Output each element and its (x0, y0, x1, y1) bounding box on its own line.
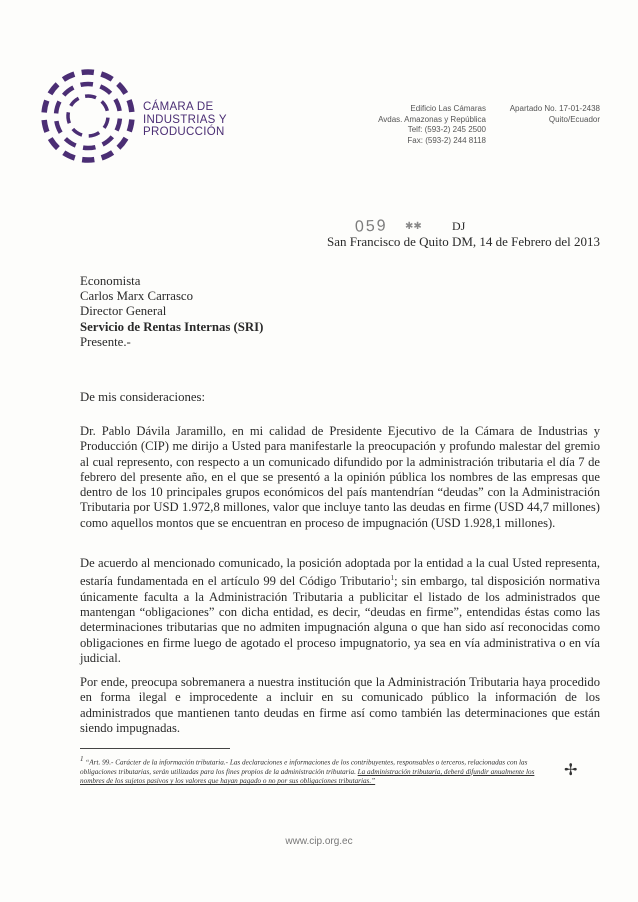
logo-ring-segment (68, 112, 69, 123)
department-code: DJ (452, 219, 466, 233)
po-box-line: Apartado No. 17-01-2438 (509, 104, 600, 113)
recipient-title: Economista (80, 274, 141, 288)
logo-ring-segment (129, 120, 132, 132)
po-box-block (496, 104, 600, 125)
footnote-underlined-text: La administración tributaria, deberá difundir anualmente los nombres de los sujetos pasivos y los valores que hayan pagado o no por sus obligaciones tributarias.” (80, 767, 535, 786)
paragraph-2-text-a: De acuerdo al mencionado comunicado, la posición adoptada por la entidad a la cual Usted representa, estaría fundamentada en el artículo 99 del Código Tributario (80, 556, 600, 589)
address-line: Edificio Las Cámaras (410, 104, 486, 113)
greeting: De mis consideraciones: (80, 390, 206, 404)
logo-ring-segment (81, 84, 93, 85)
logo-ring-segment (65, 139, 75, 146)
logo-ring-segment (71, 98, 79, 106)
logo-ring-segment (101, 74, 112, 79)
logo-ring-segment (100, 86, 110, 93)
org-name-line2: INDUSTRIAS Y (143, 113, 227, 126)
footnote (80, 755, 550, 787)
logo-ring-segment (64, 153, 75, 158)
org-name-line3: PRODUCCIÓN (143, 126, 225, 138)
footnote-divider (80, 748, 230, 749)
reference-number-stamp: 059 (354, 217, 388, 236)
logo-ring-segment (56, 102, 59, 114)
logo-ring-segment (103, 137, 113, 145)
handwritten-mark-icon: ✢ (564, 762, 578, 779)
recipient-closing: Presente.- (80, 334, 131, 349)
logo-ring-segment (104, 118, 108, 128)
footnote-reference: 1 (390, 574, 395, 583)
logo-ring-segment (115, 99, 119, 111)
city-line: Quito/Ecuador (548, 114, 600, 124)
website-footer: www.cip.org.ec (285, 836, 353, 847)
fax-line: Fax: (593-2) 244 8118 (407, 135, 486, 145)
recipient-name: Carlos Marx Carrasco (80, 289, 194, 304)
logo-ring-segment (85, 96, 96, 98)
footnote-marker: 1 (80, 755, 84, 763)
logo-ring-segment (56, 121, 60, 133)
recipient-institution: Servicio de Rentas Internas (SRI) (80, 319, 264, 334)
logo-ring-segment (118, 138, 126, 148)
address-line: Avdas. Amazonas y República (378, 114, 486, 124)
cip-logo-icon (40, 68, 136, 164)
body-paragraph-3: Por ende, preocupa sobremanera a nuestra institución que la Administración Tributaria haya procedido en forma ilegal e improcedente a incluir en su comunicado público la información de los administrados que mantienen tanto deudas en firme así como también las determinaciones que están siendo impugnadas. (80, 675, 600, 735)
body-paragraph-2 (80, 556, 600, 666)
body-paragraph-1: Dr. Pablo Dávila Jaramillo, en mi calidad de Presidente Ejecutivo de la Cámara de Industrias y Producción (CIP) me dirijo a Usted para manifestarle la preocupación y profundo malestar del gremio al cual represento, con respecto a un comunicado difundido por la administración tributaria el día 7 de febrero del presente año, en el que se presentó a la opinión pública los nombres de las empresas que dentro de los 10 principales grupos económicos del país mantendrían “deudas” con la Administración Tributaria por USD 1.972,8 millones, valor que incluye tanto las deudas en firme (USD 44,7 millones) como aquellos montos que se encuentran en proceso de impugnación (USD 1.928,1 millones). (80, 424, 600, 530)
logo-ring-segment (50, 139, 58, 149)
logo-ring-segment (118, 84, 126, 94)
logo-ring-segment (83, 147, 95, 148)
logo-ring-segment (64, 88, 74, 96)
logo-ring-segment (129, 100, 132, 112)
stamp-mark-icon: ✱✱ (405, 221, 422, 232)
recipient-block (80, 274, 263, 350)
address-block (340, 104, 486, 146)
org-name-line1: CÁMARA DE (143, 101, 214, 113)
logo-ring-segment (63, 74, 74, 79)
org-name (143, 101, 227, 139)
logo-ring-segment (102, 152, 113, 157)
logo-ring-segment (50, 84, 58, 94)
logo-ring-segment (102, 101, 108, 110)
letter-date: San Francisco de Quito DM, 14 de Febrero del 2013 (327, 234, 600, 249)
recipient-position: Director General (80, 304, 167, 319)
logo-ring-segment (73, 129, 82, 135)
phone-line: Telf: (593-2) 245 2500 (407, 125, 486, 135)
logo-ring-segment (44, 101, 47, 113)
logo-ring-segment (117, 119, 120, 131)
footnote-text: “Art. 99.- Carácter de la información tributaria.- Las declaraciones e informaciones de los contribuyentes, responsables o terceros, relacionadas con las obligaciones tributarias, serán utilizadas para los fines propios de la administración tributaria. (80, 758, 528, 776)
logo-ring-segment (44, 120, 47, 132)
paragraph-2-text-b: ; sin embargo, tal disposición normativa únicamente faculta a la Administración Tributaria a publicitar el listado de los administrados que mantengan “obligaciones” con dicha entidad, es decir, “deudas en firme”, entendidas éstas como las determinaciones tributarias que no admiten impugnación alguna o que han sido así reconocidas como obligaciones en firme luego de agotado el proceso impugnatorio, ya sea en vía administrativa o en vía judicial. (80, 574, 601, 665)
logo-ring-segment (89, 133, 99, 136)
